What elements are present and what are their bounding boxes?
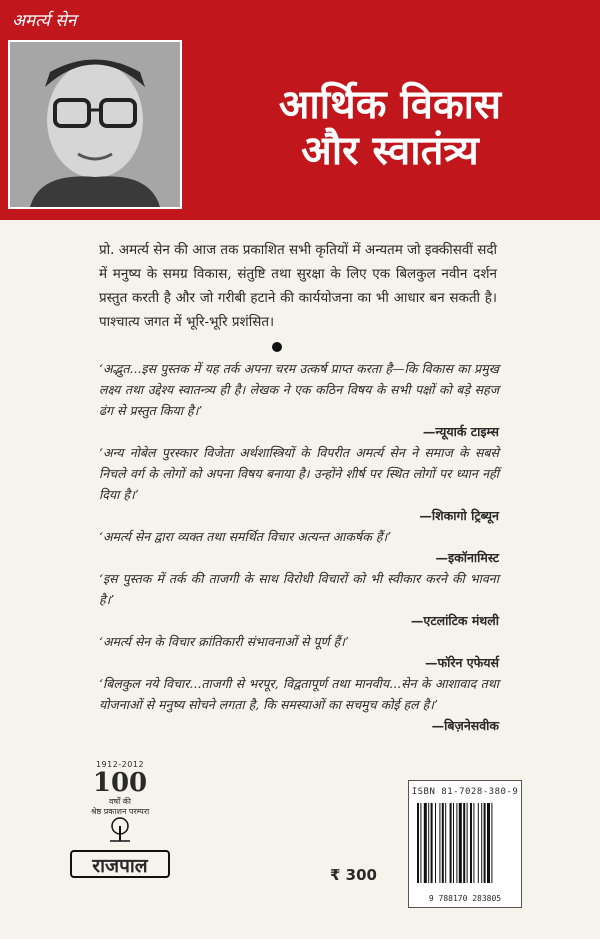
title-line-1: आर्थिक विकास <box>278 82 502 128</box>
publisher-logo <box>70 760 170 878</box>
quote-text: ‘इस पुस्तक में तर्क की ताजगी के साथ विरोधी विचारों को भी स्वीकार करने की भावना है।’ <box>99 571 499 607</box>
quote-text: ‘अद्भुत...इस पुस्तक में यह तर्क अपना चरम उत्कर्ष प्राप्त करता है—कि विकास का प्रमुख लक्ष्य तथा उद्देश्य स्वातन्त्र्य ही है। लेखक ने एक कठिन विषय के सभी पक्षों को बड़े सहज ढंग से प्रस्तुत किया है।’ <box>99 361 499 418</box>
barcode-block <box>408 780 522 908</box>
publisher-name: राजपाल <box>70 850 170 878</box>
quote-text: ‘बिलकुल नये विचार...ताजगी से भरपूर, विद्वतापूर्ण तथा मानवीय...सेन के आशावाद तथा योजनाओं से मनुष्य सोचने लगता है, कि समस्याओं का सचमुच कोई हल है।’ <box>99 676 499 712</box>
barcode-number: 9 788170 283805 <box>428 894 502 903</box>
logo-years: 1912-2012 <box>95 760 145 769</box>
logo-sub-2: श्रेष्ठ प्रकाशन परम्परा <box>90 807 150 816</box>
bullet-icon <box>272 342 282 352</box>
quote-text: ‘अमर्त्य सेन के विचार क्रांतिकारी संभावनाओं से पूर्ण हैं।’ <box>99 634 349 649</box>
author-name: अमर्त्य सेन <box>12 11 77 31</box>
author-portrait-icon <box>10 42 180 207</box>
logo-number: 100 <box>92 768 148 798</box>
barcode-icon <box>417 803 513 891</box>
author-photo <box>8 40 182 209</box>
title-line-2: और स्वातंत्र्य <box>301 128 479 174</box>
quote-source: —एटलांटिक मंथली <box>410 613 499 628</box>
logo-sub-1: वर्षों की <box>109 797 131 806</box>
tree-icon <box>70 817 170 843</box>
quote-source: —फॉरेन एफेयर्स <box>424 655 499 670</box>
cover-header <box>0 0 600 220</box>
quote-source: —शिकागो ट्रिब्यून <box>419 508 499 523</box>
price-label: ₹ 300 <box>330 866 377 884</box>
quote-text: ‘अन्य नोबेल पुरस्कार विजेता अर्थशास्त्रियों के विपरीत अमर्त्य सेन ने समाज के सबसे निचले वर्ग के लोगों को अपना विषय बनाया है। उन्होंने शीर्ष पर स्थित लोगों पर ध्यान नहीं दिया है।’ <box>99 445 499 502</box>
quote-text: ‘अमर्त्य सेन द्वारा व्यक्त तथा समर्थित विचार अत्यन्त आकर्षक हैं।’ <box>99 529 392 544</box>
quote-source: —इकॉनामिस्ट <box>435 550 499 565</box>
book-title <box>200 82 580 174</box>
isbn-text: ISBN 81-7028-380-9 <box>411 787 519 797</box>
review-quotes <box>99 358 499 736</box>
intro-paragraph: प्रो. अमर्त्य सेन की आज तक प्रकाशित सभी कृतियों में अन्यतम जो इक्कीसवीं सदी में मनुष्य के समग्र विकास, संतुष्टि तथा सुरक्षा के लिए एक बिलकुल नवीन दर्शन प्रस्तुत करती है और जो गरीबी हटाने की कार्ययोजना का भी आधार बन सकती है। पाश्चात्य जगत में भूरि-भूरि प्रशंसित। <box>99 242 497 330</box>
quote-source: —बिज़नेसवीक <box>431 718 499 733</box>
quote-source: —न्यूयार्क टाइम्स <box>422 424 499 439</box>
